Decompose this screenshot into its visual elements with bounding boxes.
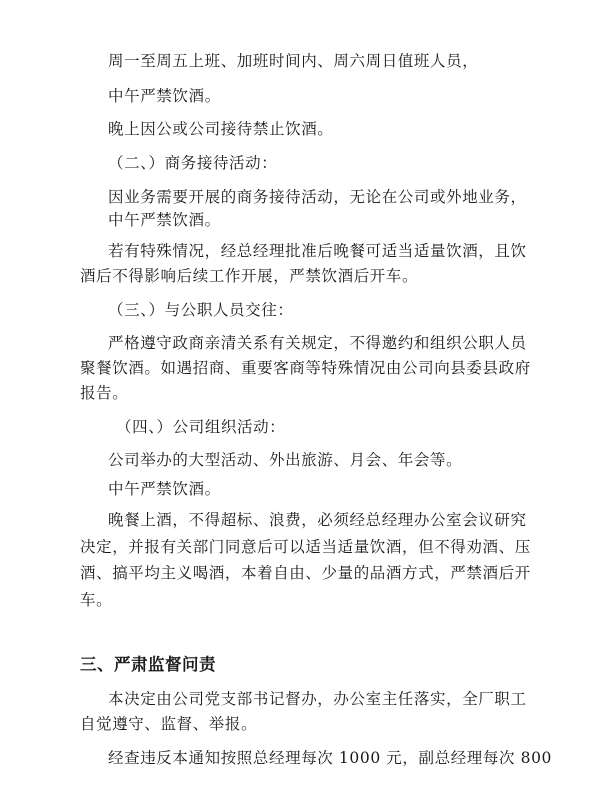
section-subheading: （三、）与公职人员交往： — [108, 301, 294, 319]
text-line: 严格遵守政商亲清关系有关规定，不得邀约和组织公职人员 — [108, 334, 527, 352]
text-line: 中午严禁饮酒。 — [108, 480, 221, 498]
text-line: 晚上因公或公司接待禁止饮酒。 — [108, 120, 334, 138]
text-line: 公司举办的大型活动、外出旅游、月会、年会等。 — [108, 451, 463, 469]
section-heading: 三、严肃监督问责 — [80, 655, 216, 674]
text-line: 若有特殊情况，经总经理批准后晚餐可适当适量饮酒，且饮 — [108, 242, 527, 260]
text-line: 决定，并报有关部门同意后可以适当适量饮酒，但不得劝酒、压 — [80, 538, 531, 556]
text-line: 聚餐饮酒。如遇招商、重要客商等特殊情况由公司向县委县政府 — [80, 359, 531, 377]
text-line: 本决定由公司党支部书记督办，办公室主任落实，全厂职工 — [108, 690, 527, 708]
text-line: 晚餐上酒，不得超标、浪费，必须经总经理办公室会议研究 — [108, 511, 527, 529]
text-line: 酒后不得影响后续工作开展，严禁饮酒后开车。 — [80, 267, 419, 285]
text-line: 周一至周五上班、加班时间内、周六周日值班人员， — [108, 52, 479, 70]
text-line: 中午严禁饮酒。 — [108, 211, 221, 229]
text-line: 中午严禁饮酒。 — [108, 87, 221, 105]
text-line: 车。 — [80, 591, 113, 609]
text-line: 因业务需要开展的商务接待活动，无论在公司或外地业务， — [108, 188, 527, 206]
text-line: 经查违反本通知按照总经理每次 1000 元，副总经理每次 800 — [108, 749, 553, 767]
section-subheading: （二、）商务接待活动： — [108, 154, 278, 172]
text-line: 报告。 — [80, 384, 129, 402]
section-subheading: （四、）公司组织活动： — [116, 418, 286, 436]
text-line: 酒、搞平均主义喝酒，本着自由、少量的品酒方式，严禁酒后开 — [80, 564, 531, 582]
text-line: 自觉遵守、监督、举报。 — [80, 715, 258, 733]
